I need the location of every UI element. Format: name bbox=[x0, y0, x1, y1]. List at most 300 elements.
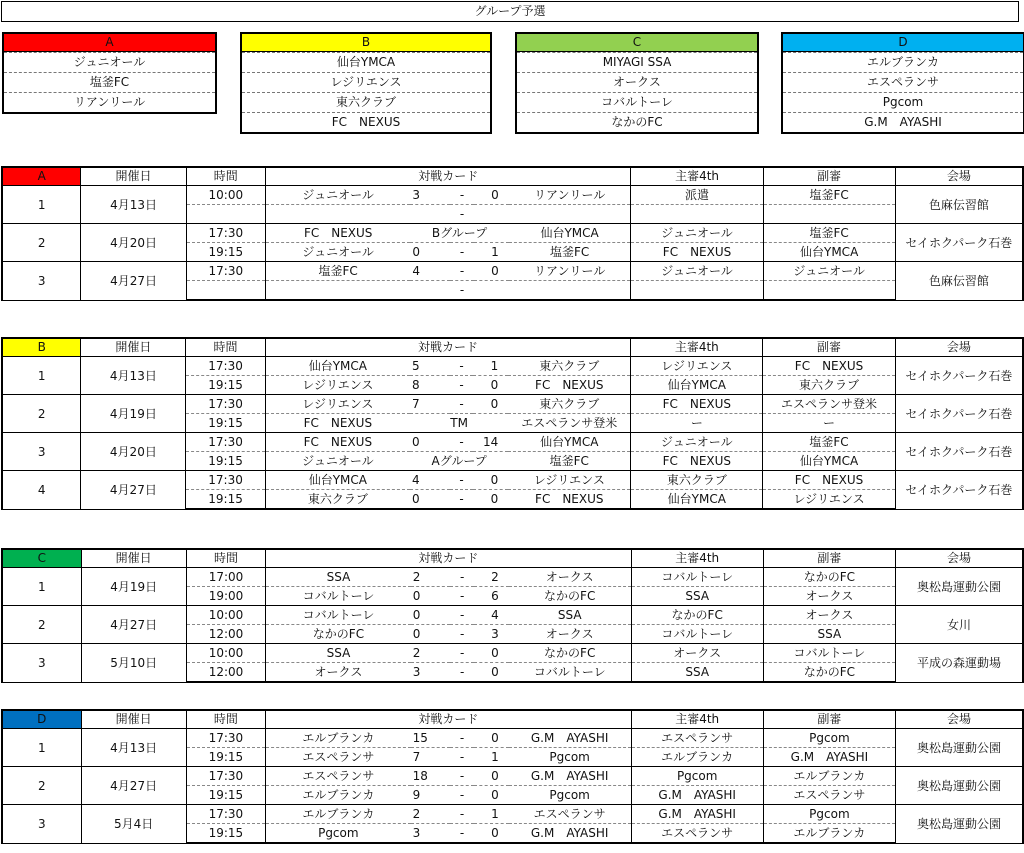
assistant-referee: なかのFC bbox=[763, 663, 895, 683]
header-assistant: 副審 bbox=[763, 549, 895, 568]
venue: セイホクパーク石巻 bbox=[895, 433, 1023, 471]
group-team: Pgcom bbox=[783, 92, 1023, 112]
home-score bbox=[410, 281, 450, 301]
group-box-b bbox=[240, 32, 492, 134]
venue: 平成の森運動場 bbox=[895, 644, 1023, 683]
home-score: 0 bbox=[411, 625, 451, 644]
group-box-header: C bbox=[517, 34, 757, 52]
group-team: リアンリール bbox=[4, 92, 215, 112]
match-time: 19:15 bbox=[186, 490, 265, 510]
home-team: エルブランカ bbox=[266, 805, 411, 824]
assistant-referee: FC NEXUS bbox=[763, 471, 895, 490]
assistant-referee: Pgcom bbox=[763, 805, 895, 824]
group-team: MIYAGI SSA bbox=[517, 52, 757, 72]
referee: 東六クラブ bbox=[631, 471, 763, 490]
away-team: コバルトーレ bbox=[509, 663, 631, 683]
home-score: 15 bbox=[411, 729, 451, 748]
home-score: 2 bbox=[411, 805, 451, 824]
assistant-referee: エスペランサ登米 bbox=[763, 395, 895, 414]
match-time: 17:30 bbox=[186, 224, 265, 243]
match-date: 4月20日 bbox=[81, 433, 186, 471]
group-label-cell: A bbox=[2, 167, 81, 186]
away-team: なかのFC bbox=[509, 587, 631, 606]
table-row bbox=[2, 186, 1023, 205]
referee: ジュニオール bbox=[631, 224, 763, 243]
home-score: 7 bbox=[410, 395, 450, 414]
home-score: 2 bbox=[411, 568, 451, 587]
match-time: 10:00 bbox=[186, 186, 265, 205]
group-team: 仙台YMCA bbox=[242, 52, 490, 72]
matchday-number: 3 bbox=[2, 433, 81, 471]
match-time: 10:00 bbox=[186, 644, 265, 663]
referee: 仙台YMCA bbox=[631, 376, 763, 395]
home-team: SSA bbox=[266, 644, 411, 663]
table-row bbox=[2, 224, 1023, 243]
matchday-number: 2 bbox=[2, 767, 81, 805]
away-score: 0 bbox=[474, 644, 509, 663]
score-dash: - bbox=[450, 748, 474, 767]
home-score: 5 bbox=[410, 357, 450, 376]
schedule-header-row bbox=[2, 710, 1023, 729]
venue: 奥松島運動公園 bbox=[896, 805, 1023, 844]
group-box-header: B bbox=[242, 34, 490, 52]
matchday-number: 2 bbox=[2, 224, 81, 262]
score-dash: - bbox=[450, 587, 474, 606]
table-row bbox=[2, 471, 1023, 490]
away-team: リアンリール bbox=[509, 262, 631, 281]
match-date: 5月10日 bbox=[81, 644, 186, 683]
matchday-number: 3 bbox=[2, 644, 81, 683]
score-dash: - bbox=[450, 433, 474, 452]
schedule-table-b bbox=[1, 337, 1024, 510]
home-team: FC NEXUS bbox=[265, 224, 410, 243]
match-time: 10:00 bbox=[186, 606, 265, 625]
score-dash: - bbox=[450, 786, 474, 805]
table-row bbox=[2, 262, 1023, 281]
group-box-c bbox=[515, 32, 759, 134]
assistant-referee: 塩釜FC bbox=[763, 433, 895, 452]
away-score: 0 bbox=[473, 490, 508, 510]
away-score: 0 bbox=[473, 471, 508, 490]
header-assistant: 副審 bbox=[763, 338, 895, 357]
match-time: 19:15 bbox=[186, 824, 265, 844]
home-team: SSA bbox=[266, 568, 411, 587]
referee bbox=[631, 205, 763, 224]
group-team: なかのFC bbox=[517, 112, 757, 132]
home-score: 4 bbox=[410, 471, 450, 490]
away-score: 0 bbox=[473, 376, 508, 395]
home-score: 0 bbox=[410, 490, 450, 510]
home-score: 4 bbox=[410, 262, 450, 281]
matchday-number: 3 bbox=[2, 805, 81, 844]
table-row bbox=[2, 568, 1023, 587]
away-score: 14 bbox=[473, 433, 508, 452]
header-time: 時間 bbox=[186, 710, 265, 729]
venue: セイホクパーク石巻 bbox=[895, 357, 1023, 395]
matchday-number: 3 bbox=[2, 262, 81, 301]
referee: なかのFC bbox=[631, 606, 763, 625]
home-team: レジリエンス bbox=[265, 376, 410, 395]
matchday-number: 1 bbox=[2, 357, 81, 395]
schedule-table-d bbox=[1, 709, 1024, 844]
group-box-header: D bbox=[783, 34, 1023, 52]
away-team: G.M AYASHI bbox=[509, 824, 631, 844]
assistant-referee: G.M AYASHI bbox=[763, 748, 895, 767]
home-score: 2 bbox=[411, 644, 451, 663]
match-date: 4月13日 bbox=[81, 357, 186, 395]
score-dash: - bbox=[450, 357, 474, 376]
header-venue: 会場 bbox=[895, 167, 1023, 186]
venue: 色麻伝習館 bbox=[895, 262, 1023, 301]
home-team: オークス bbox=[266, 663, 411, 683]
group-team: エスペランサ bbox=[783, 72, 1023, 92]
match-note: Aグループ bbox=[410, 452, 508, 471]
home-score: 0 bbox=[410, 433, 450, 452]
assistant-referee bbox=[763, 281, 895, 301]
score-dash: - bbox=[450, 281, 474, 301]
group-box-a bbox=[2, 32, 217, 114]
away-score: 0 bbox=[474, 663, 509, 683]
home-score: 0 bbox=[410, 243, 450, 262]
match-date: 4月27日 bbox=[81, 606, 186, 644]
schedule-header-row bbox=[2, 549, 1023, 568]
score-dash: - bbox=[450, 568, 474, 587]
schedule-table-c bbox=[1, 548, 1024, 683]
header-venue: 会場 bbox=[895, 338, 1023, 357]
away-score bbox=[474, 281, 509, 301]
table-row bbox=[2, 357, 1023, 376]
page-title: グループ予選 bbox=[1, 1, 1019, 22]
score-dash: - bbox=[450, 824, 474, 844]
matchday-number: 4 bbox=[2, 471, 81, 510]
assistant-referee: 塩釜FC bbox=[763, 186, 895, 205]
assistant-referee: エルブランカ bbox=[763, 824, 895, 844]
assistant-referee: オークス bbox=[763, 606, 895, 625]
matchday-number: 2 bbox=[2, 395, 81, 433]
match-time: 19:15 bbox=[186, 786, 265, 805]
referee: ジュニオール bbox=[631, 262, 763, 281]
home-team: ジュニオール bbox=[265, 243, 410, 262]
score-dash: - bbox=[450, 471, 474, 490]
assistant-referee: コバルトーレ bbox=[763, 644, 895, 663]
away-team: オークス bbox=[509, 568, 631, 587]
match-time: 17:30 bbox=[186, 805, 265, 824]
group-team: コバルトーレ bbox=[517, 92, 757, 112]
match-time: 12:00 bbox=[186, 663, 265, 683]
referee: エルブランカ bbox=[631, 748, 763, 767]
away-team: 東六クラブ bbox=[508, 395, 631, 414]
table-row bbox=[2, 395, 1023, 414]
away-score: 1 bbox=[474, 748, 509, 767]
home-score: 0 bbox=[411, 606, 451, 625]
away-team bbox=[509, 205, 631, 224]
away-team: 仙台YMCA bbox=[508, 433, 631, 452]
match-time: 19:15 bbox=[186, 452, 265, 471]
home-team: 東六クラブ bbox=[265, 490, 410, 510]
match-time: 17:30 bbox=[186, 729, 265, 748]
table-row bbox=[2, 805, 1023, 824]
match-time: 17:30 bbox=[186, 471, 265, 490]
group-team: FC NEXUS bbox=[242, 112, 490, 132]
home-team bbox=[265, 281, 410, 301]
away-team: リアンリール bbox=[509, 186, 631, 205]
match-note: TM bbox=[410, 414, 508, 433]
score-dash: - bbox=[450, 663, 474, 683]
match-time: 19:15 bbox=[186, 243, 265, 262]
referee: 派遣 bbox=[631, 186, 763, 205]
referee: エスペランサ bbox=[631, 824, 763, 844]
home-team bbox=[265, 205, 410, 224]
assistant-referee: FC NEXUS bbox=[763, 357, 895, 376]
assistant-referee: なかのFC bbox=[763, 568, 895, 587]
venue: セイホクパーク石巻 bbox=[895, 395, 1023, 433]
header-time: 時間 bbox=[186, 167, 265, 186]
header-time: 時間 bbox=[186, 549, 265, 568]
away-team: 塩釜FC bbox=[509, 243, 631, 262]
home-team: エスペランサ bbox=[266, 767, 411, 786]
match-time: 17:30 bbox=[186, 357, 265, 376]
referee: FC NEXUS bbox=[631, 395, 763, 414]
assistant-referee: 仙台YMCA bbox=[763, 452, 895, 471]
home-team: Pgcom bbox=[266, 824, 411, 844]
away-team: オークス bbox=[509, 625, 631, 644]
away-score: 0 bbox=[474, 767, 509, 786]
match-date: 4月13日 bbox=[81, 729, 186, 767]
match-time: 19:15 bbox=[186, 414, 265, 433]
venue: 奥松島運動公園 bbox=[895, 568, 1023, 606]
home-team: FC NEXUS bbox=[265, 433, 410, 452]
assistant-referee: 塩釜FC bbox=[763, 224, 895, 243]
match-date: 4月27日 bbox=[81, 471, 186, 510]
header-date: 開催日 bbox=[81, 167, 186, 186]
header-date: 開催日 bbox=[81, 710, 186, 729]
referee: FC NEXUS bbox=[631, 243, 763, 262]
referee: SSA bbox=[631, 587, 763, 606]
referee bbox=[631, 281, 763, 301]
matchday-number: 1 bbox=[2, 729, 81, 767]
group-team: 塩釜FC bbox=[4, 72, 215, 92]
home-team: ジュニオール bbox=[265, 452, 410, 471]
venue: 奥松島運動公園 bbox=[896, 729, 1023, 767]
away-team: G.M AYASHI bbox=[509, 767, 631, 786]
home-team: レジリエンス bbox=[265, 395, 410, 414]
score-dash: - bbox=[450, 243, 474, 262]
away-team: 東六クラブ bbox=[508, 357, 631, 376]
away-score bbox=[474, 205, 509, 224]
match-date: 4月13日 bbox=[81, 186, 186, 224]
match-date: 4月27日 bbox=[81, 262, 186, 301]
home-team: コバルトーレ bbox=[266, 587, 411, 606]
match-note: Bグループ bbox=[410, 224, 508, 243]
group-team: オークス bbox=[517, 72, 757, 92]
away-score: 0 bbox=[474, 186, 509, 205]
score-dash: - bbox=[450, 805, 474, 824]
header-date: 開催日 bbox=[81, 338, 186, 357]
away-score: 0 bbox=[474, 729, 509, 748]
assistant-referee: エスペランサ bbox=[763, 786, 895, 805]
home-score: 3 bbox=[411, 824, 451, 844]
away-team: エスペランサ登米 bbox=[508, 414, 631, 433]
away-score: 0 bbox=[474, 786, 509, 805]
assistant-referee: ジュニオール bbox=[763, 262, 895, 281]
referee: SSA bbox=[631, 663, 763, 683]
match-time bbox=[186, 205, 265, 224]
header-referee: 主審4th bbox=[631, 549, 763, 568]
home-score: 3 bbox=[410, 186, 450, 205]
away-score: 1 bbox=[474, 805, 509, 824]
score-dash: - bbox=[450, 625, 474, 644]
group-team: ジュニオール bbox=[4, 52, 215, 72]
score-dash: - bbox=[450, 376, 474, 395]
home-team: 塩釜FC bbox=[265, 262, 410, 281]
assistant-referee: ー bbox=[763, 414, 895, 433]
home-team: 仙台YMCA bbox=[265, 357, 410, 376]
group-team: G.M AYASHI bbox=[783, 112, 1023, 132]
table-row bbox=[2, 729, 1023, 748]
assistant-referee: エルブランカ bbox=[763, 767, 895, 786]
away-score: 4 bbox=[474, 606, 509, 625]
match-time: 17:30 bbox=[186, 395, 265, 414]
home-score: 0 bbox=[411, 587, 451, 606]
away-team: 仙台YMCA bbox=[509, 224, 631, 243]
score-dash: - bbox=[450, 767, 474, 786]
header-referee: 主審4th bbox=[631, 710, 763, 729]
group-label-cell: B bbox=[2, 338, 81, 357]
venue: 色麻伝習館 bbox=[895, 186, 1023, 224]
referee: Pgcom bbox=[631, 767, 763, 786]
header-match: 対戦カード bbox=[266, 710, 631, 729]
match-time: 19:15 bbox=[186, 748, 265, 767]
away-team: Pgcom bbox=[509, 748, 631, 767]
header-date: 開催日 bbox=[81, 549, 186, 568]
assistant-referee: SSA bbox=[763, 625, 895, 644]
group-label-cell: D bbox=[2, 710, 81, 729]
group-label-cell: C bbox=[2, 549, 81, 568]
referee: ジュニオール bbox=[631, 433, 763, 452]
score-dash: - bbox=[450, 395, 474, 414]
header-assistant: 副審 bbox=[763, 167, 895, 186]
schedule-table-a bbox=[1, 166, 1024, 301]
venue: セイホクパーク石巻 bbox=[895, 471, 1023, 510]
away-score: 3 bbox=[474, 625, 509, 644]
group-team: エルブランカ bbox=[783, 52, 1023, 72]
away-team: FC NEXUS bbox=[508, 376, 631, 395]
header-match: 対戦カード bbox=[265, 338, 631, 357]
away-team: Pgcom bbox=[509, 786, 631, 805]
home-score: 9 bbox=[411, 786, 451, 805]
schedule-header-row bbox=[2, 167, 1023, 186]
referee: コバルトーレ bbox=[631, 625, 763, 644]
away-team: 塩釜FC bbox=[508, 452, 631, 471]
home-team: エスペランサ bbox=[266, 748, 411, 767]
assistant-referee: Pgcom bbox=[763, 729, 895, 748]
match-time bbox=[186, 281, 265, 301]
group-box-header: A bbox=[4, 34, 215, 52]
away-score: 1 bbox=[473, 357, 508, 376]
referee: G.M AYASHI bbox=[631, 805, 763, 824]
match-date: 4月19日 bbox=[81, 395, 186, 433]
referee: コバルトーレ bbox=[631, 568, 763, 587]
match-time: 17:30 bbox=[186, 262, 265, 281]
score-dash: - bbox=[450, 606, 474, 625]
header-referee: 主審4th bbox=[631, 338, 763, 357]
home-team: コバルトーレ bbox=[266, 606, 411, 625]
away-score: 0 bbox=[473, 395, 508, 414]
matchday-number: 1 bbox=[2, 186, 81, 224]
away-team: エスペランサ bbox=[509, 805, 631, 824]
score-dash: - bbox=[450, 262, 474, 281]
venue: 奥松島運動公園 bbox=[896, 767, 1023, 805]
schedule-header-row bbox=[2, 338, 1023, 357]
home-score: 8 bbox=[410, 376, 450, 395]
home-team: エルブランカ bbox=[266, 786, 411, 805]
referee: FC NEXUS bbox=[631, 452, 763, 471]
home-team: エルブランカ bbox=[266, 729, 411, 748]
table-row bbox=[2, 433, 1023, 452]
table-row bbox=[2, 644, 1023, 663]
away-score: 0 bbox=[474, 824, 509, 844]
away-score: 2 bbox=[474, 568, 509, 587]
match-time: 19:00 bbox=[186, 587, 265, 606]
matchday-number: 2 bbox=[2, 606, 81, 644]
referee: オークス bbox=[631, 644, 763, 663]
table-row bbox=[2, 606, 1023, 625]
home-team: 仙台YMCA bbox=[265, 471, 410, 490]
score-dash: - bbox=[450, 644, 474, 663]
score-dash: - bbox=[450, 186, 474, 205]
score-dash: - bbox=[450, 490, 474, 510]
header-match: 対戦カード bbox=[266, 549, 631, 568]
assistant-referee: レジリエンス bbox=[763, 490, 895, 510]
match-time: 19:15 bbox=[186, 376, 265, 395]
match-date: 4月20日 bbox=[81, 224, 186, 262]
home-score: 3 bbox=[411, 663, 451, 683]
referee: ー bbox=[631, 414, 763, 433]
away-score: 1 bbox=[474, 243, 509, 262]
header-referee: 主審4th bbox=[631, 167, 763, 186]
away-team: FC NEXUS bbox=[508, 490, 631, 510]
home-team: ジュニオール bbox=[265, 186, 410, 205]
group-team: レジリエンス bbox=[242, 72, 490, 92]
referee: 仙台YMCA bbox=[631, 490, 763, 510]
table-row bbox=[2, 767, 1023, 786]
away-score: 6 bbox=[474, 587, 509, 606]
away-team: レジリエンス bbox=[508, 471, 631, 490]
home-score: 18 bbox=[411, 767, 451, 786]
match-date: 5月4日 bbox=[81, 805, 186, 844]
assistant-referee: オークス bbox=[763, 587, 895, 606]
referee: レジリエンス bbox=[631, 357, 763, 376]
match-time: 17:00 bbox=[186, 568, 265, 587]
score-dash: - bbox=[450, 205, 474, 224]
header-venue: 会場 bbox=[896, 710, 1023, 729]
match-date: 4月19日 bbox=[81, 568, 186, 606]
venue: セイホクパーク石巻 bbox=[895, 224, 1023, 262]
home-team: FC NEXUS bbox=[265, 414, 410, 433]
home-team: なかのFC bbox=[266, 625, 411, 644]
match-time: 17:30 bbox=[186, 767, 265, 786]
group-box-d bbox=[781, 32, 1024, 134]
away-team: SSA bbox=[509, 606, 631, 625]
assistant-referee: 東六クラブ bbox=[763, 376, 895, 395]
referee: G.M AYASHI bbox=[631, 786, 763, 805]
match-time: 17:30 bbox=[186, 433, 265, 452]
away-team: G.M AYASHI bbox=[509, 729, 631, 748]
header-match: 対戦カード bbox=[265, 167, 631, 186]
matchday-number: 1 bbox=[2, 568, 81, 606]
away-team: なかのFC bbox=[509, 644, 631, 663]
referee: エスペランサ bbox=[631, 729, 763, 748]
